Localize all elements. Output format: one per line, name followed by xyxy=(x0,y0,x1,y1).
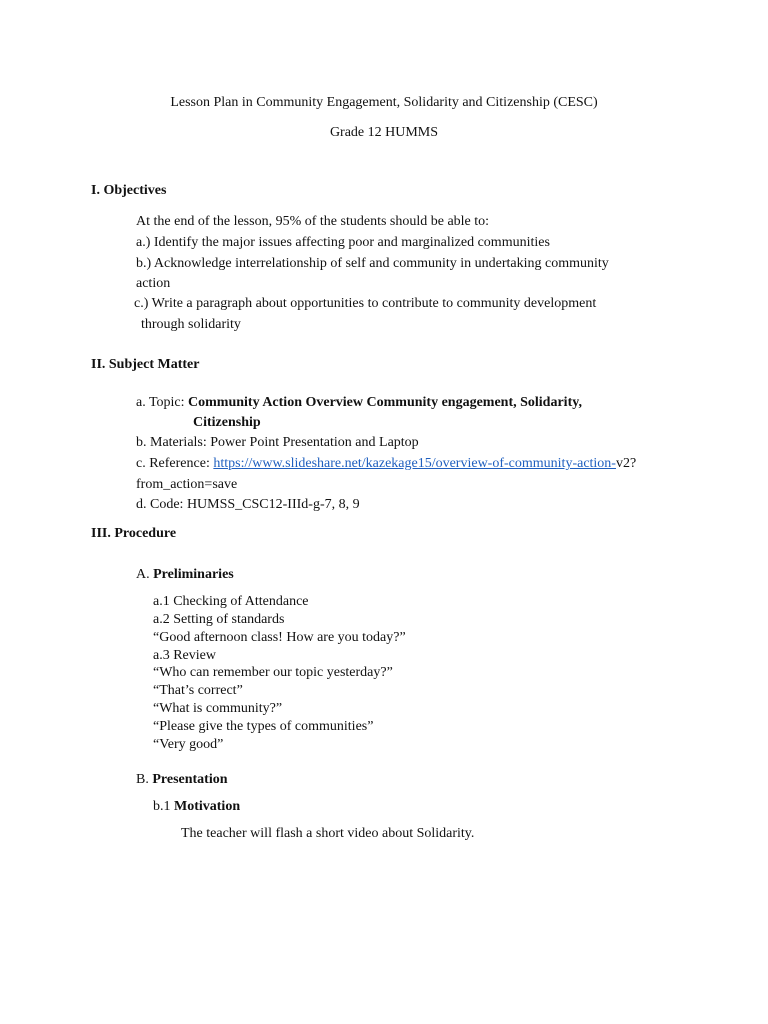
list-item: “What is community?” xyxy=(153,701,283,716)
objective-a: a.) Identify the major issues affecting poor and marginalized communities xyxy=(136,235,550,250)
reference-tail: v2? xyxy=(615,456,637,471)
reference-link[interactable]: https://www.slideshare.net/kazekage15/overview-of-community-action- xyxy=(213,456,616,471)
presentation-title: Presentation xyxy=(152,772,228,787)
objectives-heading: I. Objectives xyxy=(91,183,167,198)
list-item: “Who can remember our topic yesterday?” xyxy=(153,665,393,680)
reference-continued: from_action=save xyxy=(136,477,238,492)
motivation-heading xyxy=(153,798,240,816)
code-line: d. Code: HUMSS_CSC12-IIId-g-7, 8, 9 xyxy=(136,497,360,512)
objectives-intro: At the end of the lesson, 95% of the students should be able to: xyxy=(136,214,490,229)
materials-line: b. Materials: Power Point Presentation and Laptop xyxy=(136,435,419,450)
presentation-label: B. xyxy=(136,772,153,787)
document-grade: Grade 12 HUMMS xyxy=(329,125,439,140)
list-item: “Very good” xyxy=(153,737,224,752)
objective-c-continued: through solidarity xyxy=(141,317,241,332)
subject-matter-heading: II. Subject Matter xyxy=(91,357,200,372)
objective-b: b.) Acknowledge interrelationship of self and community in undertaking community xyxy=(136,256,609,271)
list-item: a.3 Review xyxy=(153,648,216,663)
motivation-title: Motivation xyxy=(174,799,241,814)
list-item: “Good afternoon class! How are you today?” xyxy=(153,630,406,645)
preliminaries-title: Preliminaries xyxy=(153,567,234,582)
motivation-text: The teacher will flash a short video about Solidarity. xyxy=(181,826,475,841)
list-item: a.2 Setting of standards xyxy=(153,612,285,627)
reference-line xyxy=(136,455,636,473)
list-item: a.1 Checking of Attendance xyxy=(153,594,309,609)
objective-b-continued: action xyxy=(136,276,171,291)
preliminaries-heading xyxy=(136,566,234,584)
preliminaries-label: A. xyxy=(136,567,154,582)
topic-value-continued: Citizenship xyxy=(193,415,261,430)
list-item: “That’s correct” xyxy=(153,683,243,698)
presentation-heading xyxy=(136,771,228,789)
reference-label: c. Reference: xyxy=(136,456,214,471)
topic-label: a. Topic: xyxy=(136,395,189,410)
objective-c: c.) Write a paragraph about opportunities to contribute to community development xyxy=(134,296,597,311)
document-title: Lesson Plan in Community Engagement, Solidarity and Citizenship (CESC) xyxy=(170,95,598,110)
procedure-heading: III. Procedure xyxy=(91,526,177,541)
topic-line xyxy=(136,394,582,412)
topic-value: Community Action Overview Community engagement, Solidarity, xyxy=(188,395,582,410)
motivation-label: b.1 xyxy=(153,799,174,814)
list-item: “Please give the types of communities” xyxy=(153,719,374,734)
